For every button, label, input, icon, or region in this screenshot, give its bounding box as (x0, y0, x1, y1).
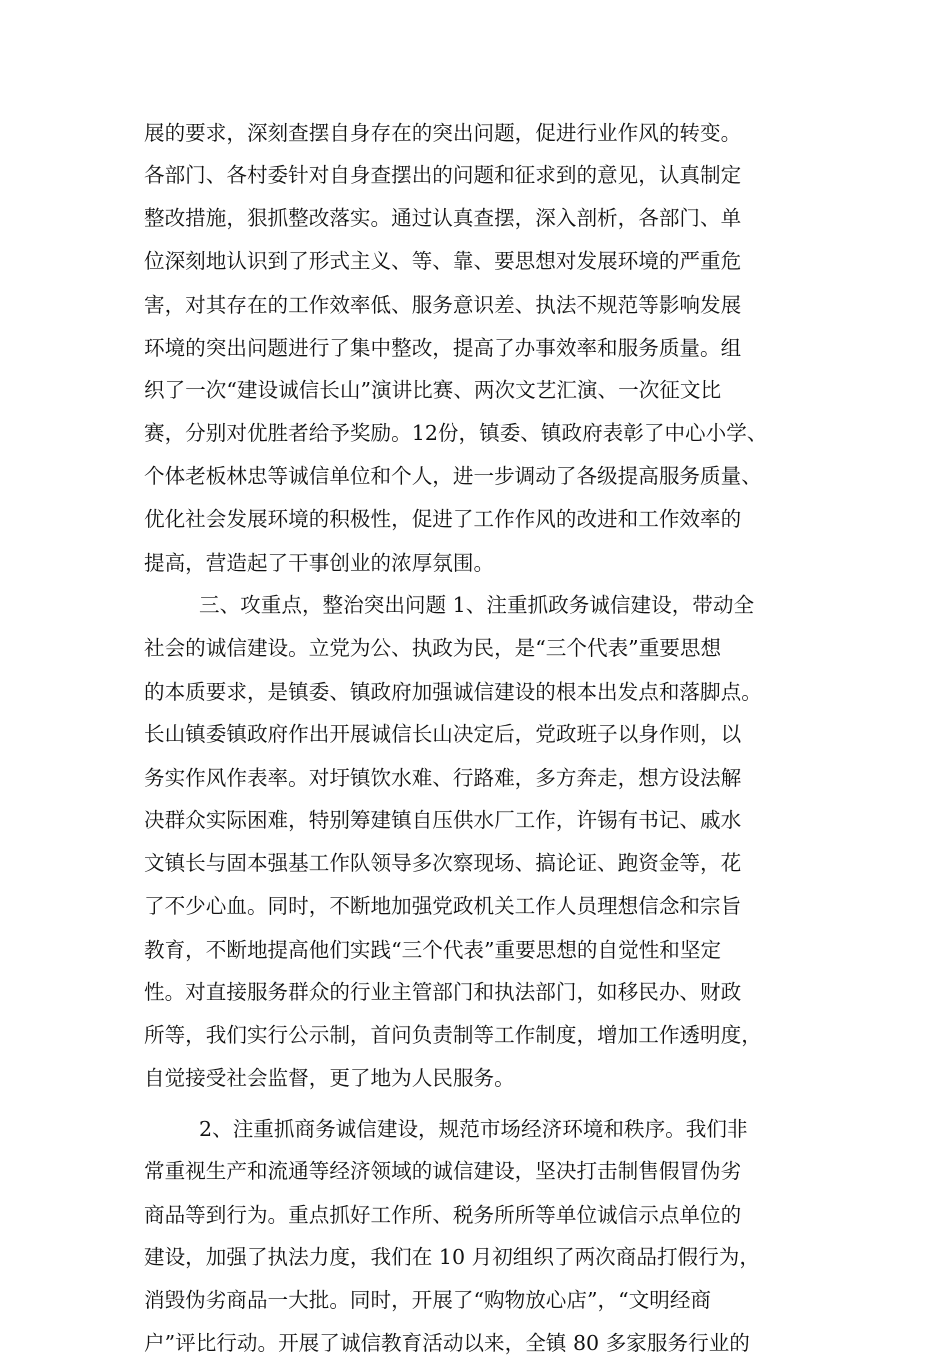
text-line: 自觉接受社会监督，更了地为人民服务。 (144, 1066, 515, 1090)
text-line: 消毁伪劣商品一大批。同时，开展了“购物放心店”，“文明经商 (144, 1288, 712, 1312)
text-line: 户”评比行动。开展了诚信教育活动以来，全镇 80 多家服务行业的 (144, 1331, 750, 1355)
text-line: 商品等到行为。重点抓好工作所、税务所所等单位诚信示点单位的 (144, 1203, 742, 1227)
text-line: 害，对其存在的工作效率低、服务意识差、执法不规范等影响发展 (144, 293, 742, 317)
text-line: 长山镇委镇政府作出开展诚信长山决定后，党政班子以身作则，以 (144, 722, 742, 746)
text-line: 三、攻重点，整治突出问题 1、注重抓政务诚信建设，带动全 (199, 593, 755, 617)
text-line: 所等，我们实行公示制，首问负责制等工作制度，增加工作透明度， (144, 1023, 762, 1047)
text-line: 常重视生产和流通等经济领域的诚信建设，坚决打击制售假冒伪劣 (144, 1159, 742, 1183)
text-line: 环境的突出问题进行了集中整改，提高了办事效率和服务质量。组 (144, 336, 742, 360)
text-line: 文镇长与固本强基工作队领导多次察现场、搞论证、跑资金等，花 (144, 851, 742, 875)
text-line: 2、注重抓商务诚信建设，规范市场经济环境和秩序。我们非 (199, 1117, 748, 1141)
text-line: 织了一次“建设诚信长山”演讲比赛、两次文艺汇演、一次征文比 (144, 378, 722, 402)
text-line: 位深刻地认识到了形式主义、等、靠、要思想对发展环境的严重危 (144, 249, 742, 273)
text-line: 整改措施，狠抓整改落实。通过认真查摆，深入剖析，各部门、单 (144, 206, 742, 230)
text-line: 务实作风作表率。对圩镇饮水难、行路难，多方奔走，想方设法解 (144, 766, 742, 790)
text-line: 赛，分别对优胜者给予奖励。12份，镇委、镇政府表彰了中心小学、 (144, 421, 768, 445)
text-line: 优化社会发展环境的积极性，促进了工作作风的改进和工作效率的 (144, 507, 742, 531)
text-line: 了不少心血。同时，不断地加强党政机关工作人员理想信念和宗旨 (144, 894, 742, 918)
text-line: 性。对直接服务群众的行业主管部门和执法部门，如移民办、财政 (144, 980, 742, 1004)
text-line: 的本质要求，是镇委、镇政府加强诚信建设的根本出发点和落脚点。 (144, 680, 762, 704)
text-line: 决群众实际困难，特别筹建镇自压供水厂工作，许锡有书记、戚水 (144, 808, 742, 832)
text-line: 建设，加强了执法力度，我们在 10 月初组织了两次商品打假行为， (144, 1245, 760, 1269)
text-line: 各部门、各村委针对自身查摆出的问题和征求到的意见，认真制定 (144, 163, 742, 187)
text-line: 社会的诚信建设。立党为公、执政为民，是“三个代表”重要思想 (144, 636, 722, 660)
text-line: 教育，不断地提高他们实践“三个代表”重要思想的自觉性和坚定 (144, 938, 722, 962)
text-line: 个体老板林忠等诚信单位和个人，进一步调动了各级提高服务质量、 (144, 464, 762, 488)
text-line: 提高，营造起了干事创业的浓厚氛围。 (144, 551, 495, 575)
text-line: 展的要求，深刻查摆自身存在的突出问题，促进行业作风的转变。 (144, 121, 742, 145)
